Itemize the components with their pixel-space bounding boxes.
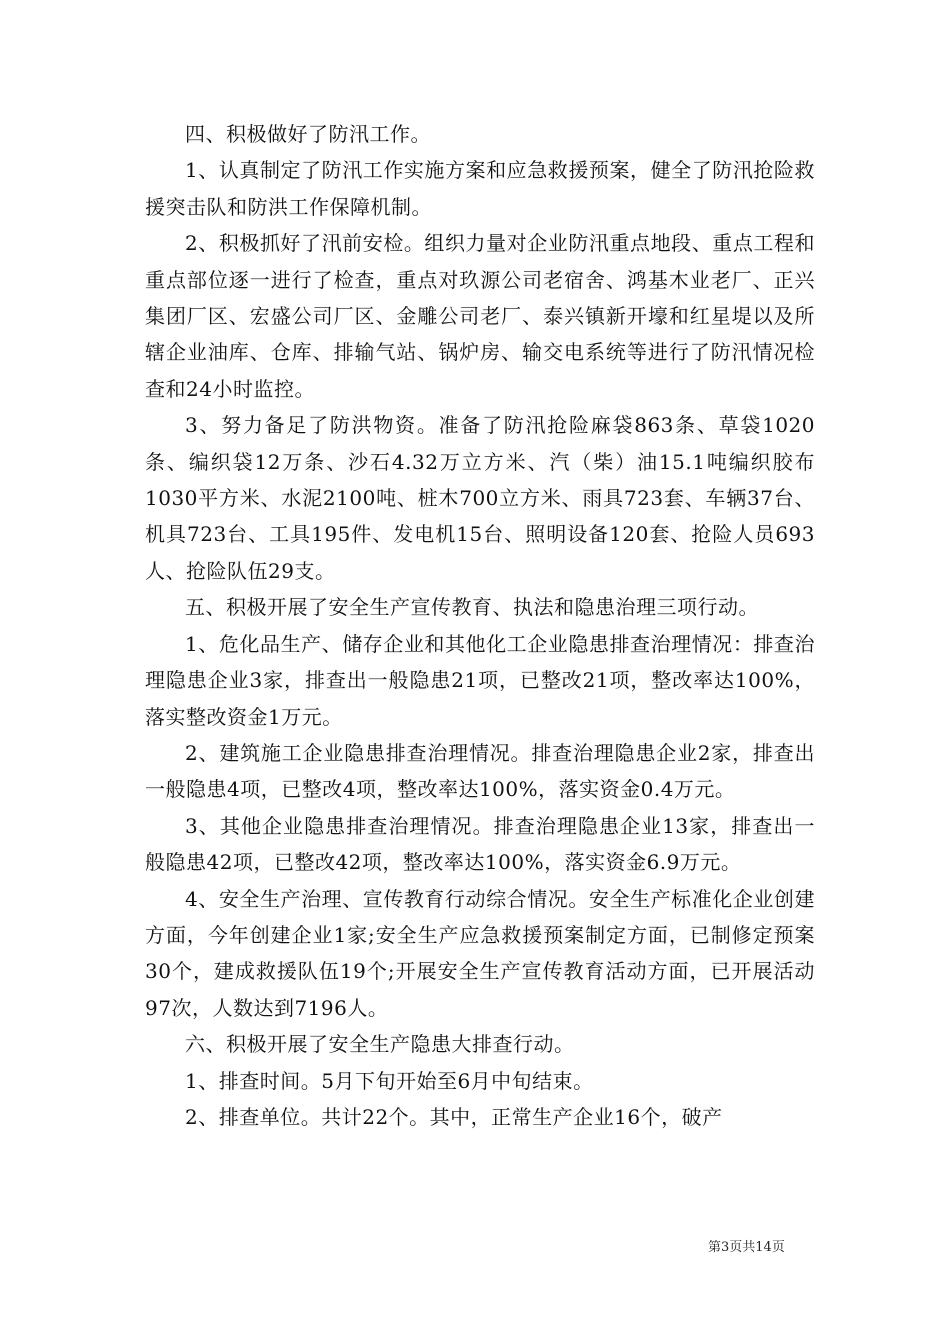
- paragraph: 2、积极抓好了汛前安检。组织力量对企业防汛重点地段、重点工程和重点部位逐一进行了检查，重点对玖源公司老宿舍、鸿基木业老厂、正兴集团厂区、宏盛公司厂区、金雕公司老厂、泰兴镇新开壕和红星堤以及所辖企业油库、仓库、排输气站、锅炉房、输交电系统等进行了防汛情况检查和24小时监控。: [145, 231, 815, 401]
- paragraph: 1、认真制定了防汛工作实施方案和应急救援预案，健全了防汛抢险救援突击队和防洪工作保障机制。: [145, 158, 815, 219]
- paragraph: 1、排查时间。5月下旬开始至6月中旬结束。: [185, 1068, 594, 1093]
- heading-safety-actions: 五、积极开展了安全生产宣传教育、执法和隐患治理三项行动。: [185, 595, 759, 620]
- heading-hazard-inspection: 六、积极开展了安全生产隐患大排查行动。: [185, 1032, 575, 1057]
- heading-flood-control: 四、积极做好了防汛工作。: [185, 122, 431, 146]
- paragraph: 3、其他企业隐患排查治理情况。排查治理隐患企业13家，排查出一般隐患42项，已整改42项，整改率达100%，落实资金6.9万元。: [145, 813, 815, 875]
- paragraph: 2、建筑施工企业隐患排查治理情况。排查治理隐患企业2家，排查出一般隐患4项，已整改4项，整改率达100%，落实资金0.4万元。: [145, 740, 815, 802]
- paragraph: 1、危化品生产、储存企业和其他化工企业隐患排查治理情况：排查治理隐患企业3家，排查出一般隐患21项，已整改21项，整改率达100%，落实整改资金1万元。: [145, 631, 815, 729]
- page-number: 第3页共14页: [708, 1240, 785, 1255]
- paragraph: 3、努力备足了防洪物资。准备了防汛抢险麻袋863条、草袋1020条、编织袋12万条、沙石4.32万立方米、汽（柴）油15.1吨编织胶布1030平方米、水泥2100吨、桩木700立方米、雨具723套、车辆37台、机具723台、工具195件、发电机15台、照明设备120套、抢险人员693人、抢险队伍29支。: [145, 413, 815, 583]
- paragraph: 2、排查单位。共计22个。其中，正常生产企业16个，破产: [185, 1104, 723, 1129]
- paragraph: 4、安全生产治理、宣传教育行动综合情况。安全生产标准化企业创建方面，今年创建企业1家;安全生产应急救援预案制定方面，已制修定预案30个，建成救援队伍19个;开展安全生产宣传教育活动方面，已开展活动97次，人数达到7196人。: [145, 886, 815, 1020]
- document-body: [145, 116, 815, 1135]
